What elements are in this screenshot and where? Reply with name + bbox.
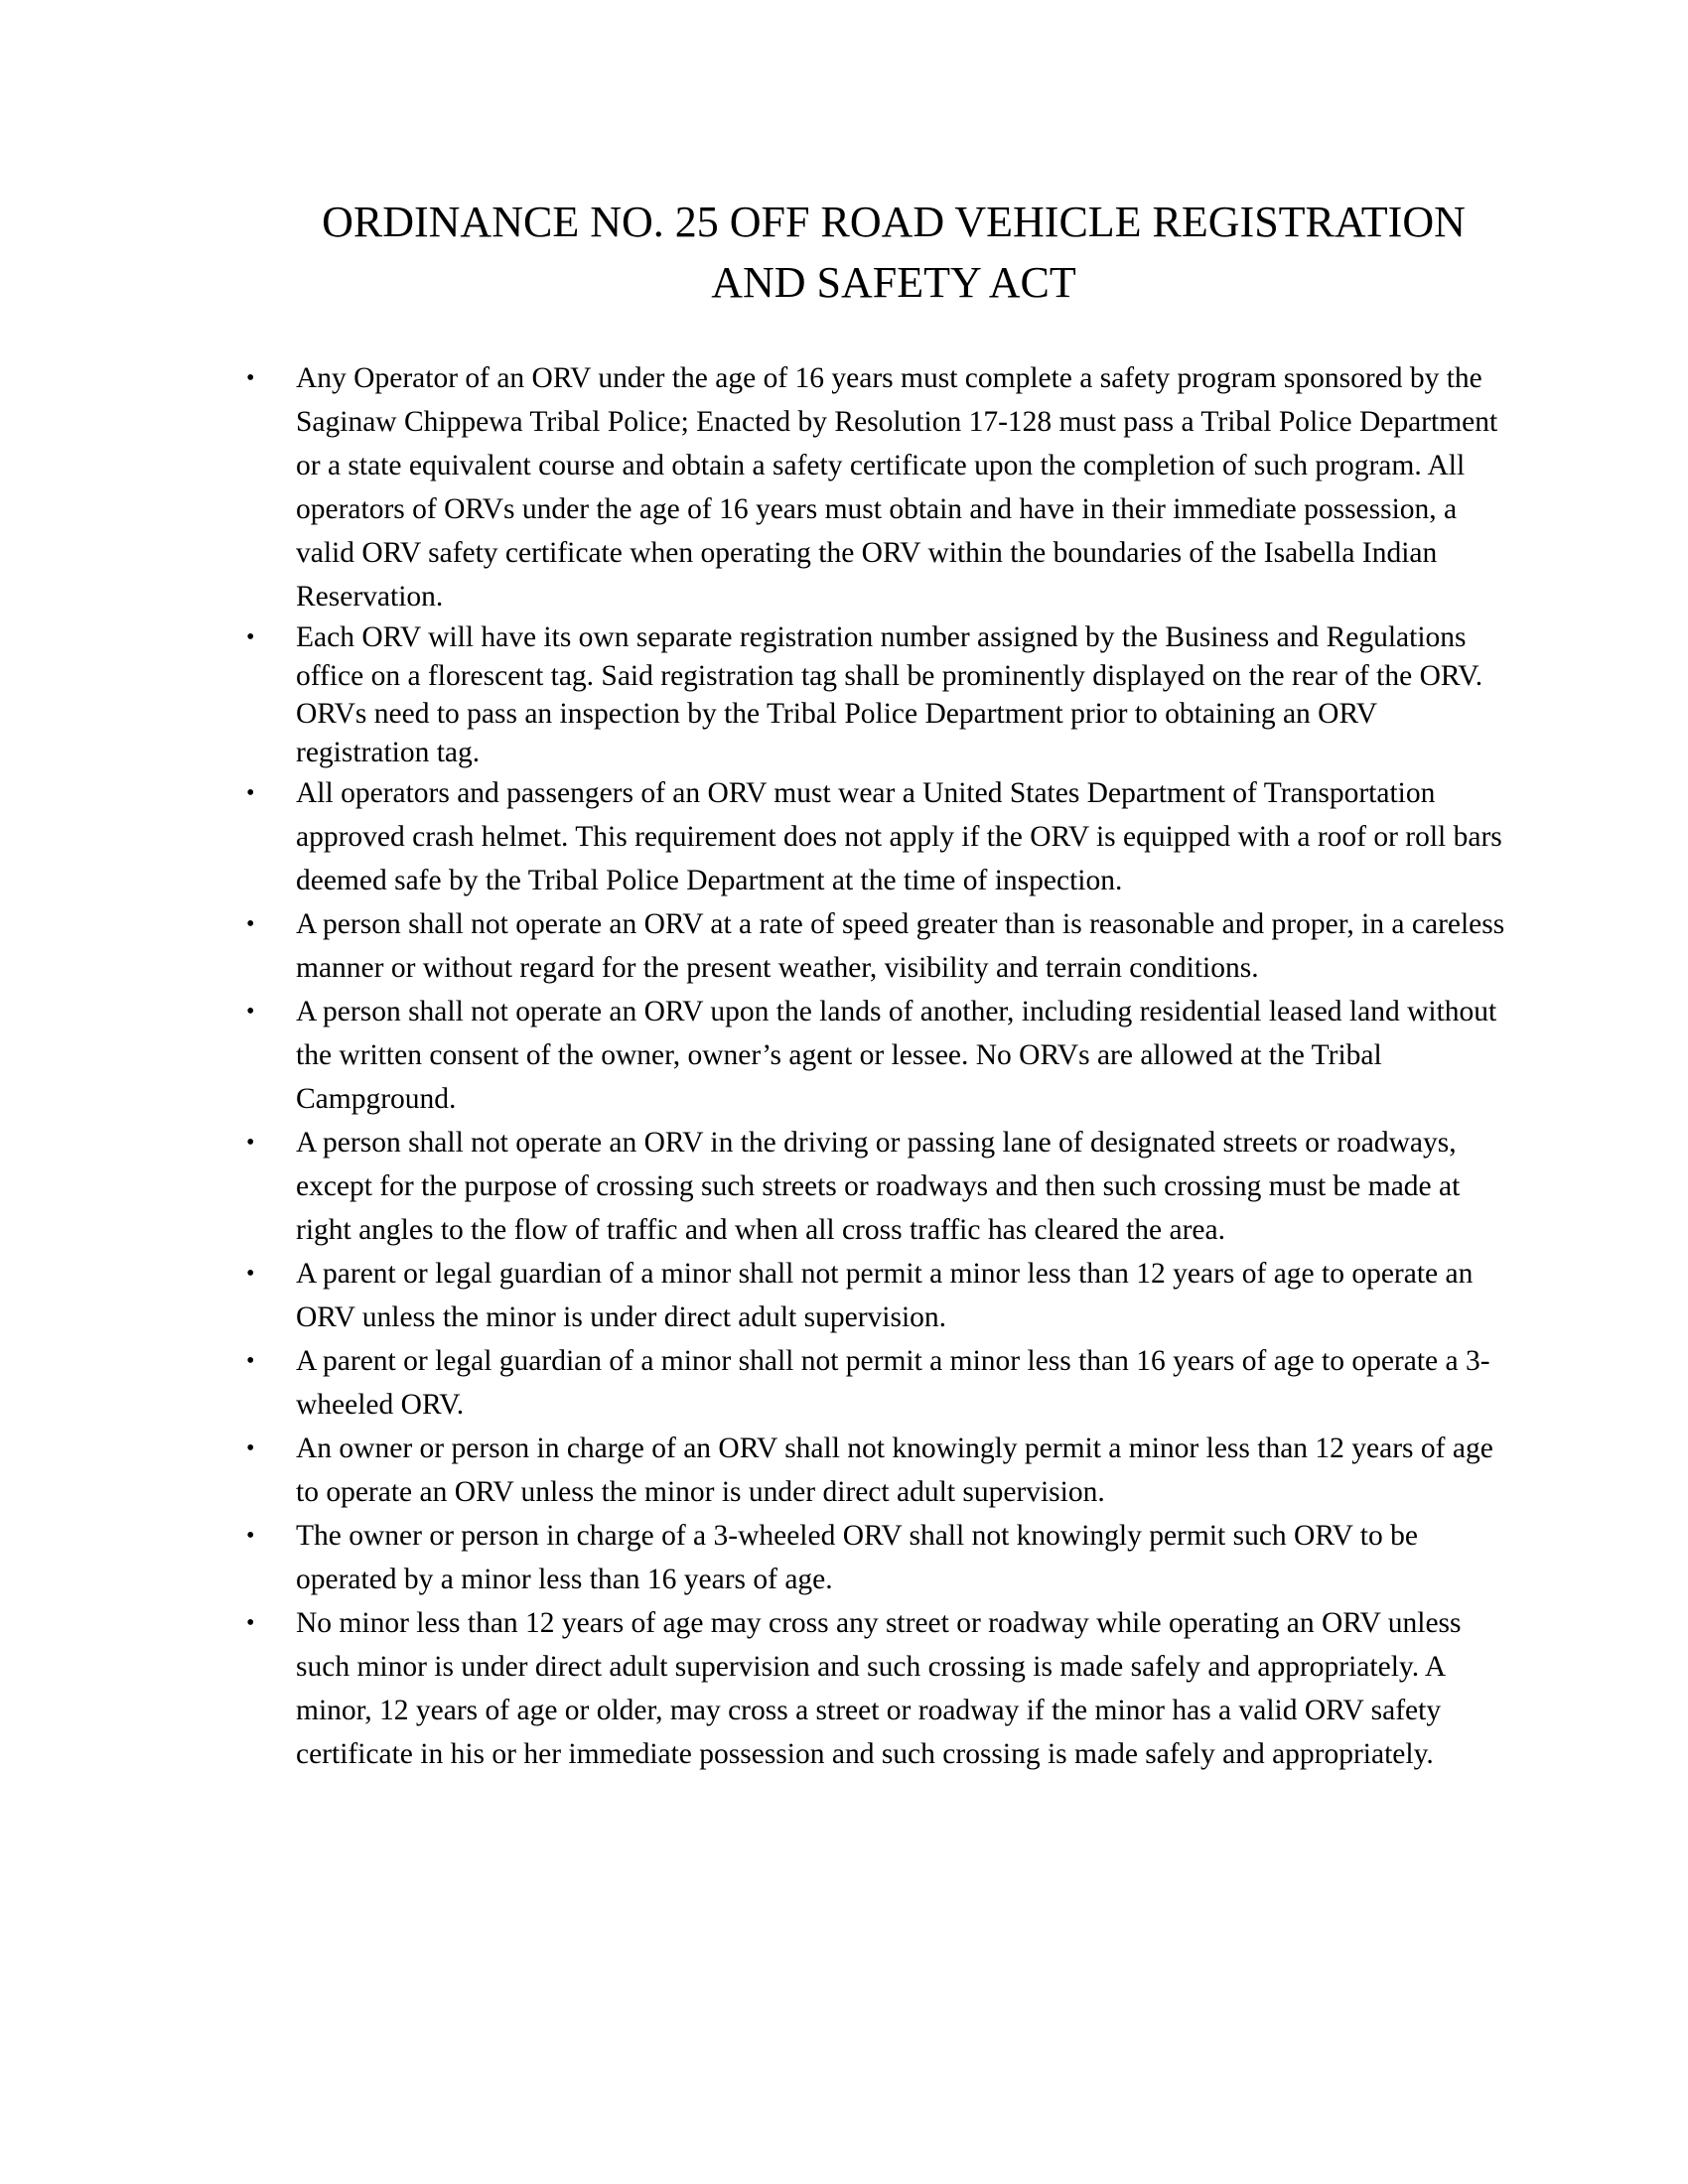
bullet-icon: •: [246, 1435, 255, 1461]
rule-text: A person shall not operate an ORV at a rate of speed greater than is reasonable and proper, in a careless manner or without regard for the present weather, visibility and terrain conditions.: [296, 908, 1505, 984]
list-item: [238, 1339, 1509, 1427]
title-line-2: AND SAFETY ACT: [711, 258, 1076, 307]
bullet-icon: •: [246, 780, 255, 806]
rule-text: A person shall not operate an ORV in the driving or passing lane of designated streets or roadways, except for the purpose of crossing such streets or roadways and then such crossing must be made at right angles to the flow of traffic and when all cross traffic has cleared the area.: [296, 1127, 1461, 1246]
bullet-icon: •: [246, 365, 255, 391]
list-item: [238, 902, 1509, 990]
list-item: [238, 1121, 1509, 1252]
list-item: [238, 618, 1509, 771]
bullet-icon: •: [246, 999, 255, 1024]
bullet-icon: •: [246, 911, 255, 937]
list-item: [238, 1601, 1509, 1776]
title-line-1: ORDINANCE NO. 25 OFF ROAD VEHICLE REGISTRATION: [322, 198, 1466, 246]
list-item: [238, 1427, 1509, 1514]
rule-text: All operators and passengers of an ORV must wear a United States Department of Transportation approved crash helmet. This requirement does not apply if the ORV is equipped with a roof or roll bars deemed safe by the Tribal Police Department at the time of inspection.: [296, 777, 1502, 896]
bullet-icon: •: [246, 1610, 255, 1636]
rule-text: A parent or legal guardian of a minor shall not permit a minor less than 12 years of age to operate an ORV unless the minor is under direct adult supervision.: [296, 1258, 1474, 1333]
rule-text: A parent or legal guardian of a minor shall not permit a minor less than 16 years of age to operate a 3-wheeled ORV.: [296, 1345, 1490, 1421]
bullet-icon: •: [246, 1261, 255, 1287]
list-item: [238, 771, 1509, 902]
bullet-icon: •: [246, 1523, 255, 1549]
list-item: [238, 356, 1509, 618]
list-item: [238, 1514, 1509, 1601]
rule-text: A person shall not operate an ORV upon the lands of another, including residential leased land without the written consent of the owner, owner’s agent or lessee. No ORVs are allowed at the Tribal Campground.: [296, 996, 1497, 1115]
list-item: [238, 990, 1509, 1121]
bullet-icon: •: [246, 624, 255, 650]
bullet-icon: •: [246, 1348, 255, 1374]
bullet-icon: •: [246, 1130, 255, 1156]
ordinance-rules-list: [238, 356, 1509, 1776]
list-item: [238, 1252, 1509, 1339]
document-title: [248, 192, 1539, 313]
rule-text: Each ORV will have its own separate registration number assigned by the Business and Regulations office on a florescent tag. Said registration tag shall be prominently displayed on the rear of the ORV. ORVs need to pass an inspection by the Tribal Police Department prior to obtaining an ORV registration tag.: [296, 621, 1483, 768]
rule-text: No minor less than 12 years of age may cross any street or roadway while operating an ORV unless such minor is under direct adult supervision and such crossing is made safely and appropriately. A minor, 12 years of age or older, may cross a street or roadway if the minor has a valid ORV safety certificate in his or her immediate possession and such crossing is made safely and appropriately.: [296, 1607, 1462, 1770]
rule-text: The owner or person in charge of a 3-wheeled ORV shall not knowingly permit such ORV to be operated by a minor less than 16 years of age.: [296, 1520, 1418, 1595]
rule-text: Any Operator of an ORV under the age of 16 years must complete a safety program sponsored by the Saginaw Chippewa Tribal Police; Enacted by Resolution 17-128 must pass a Tribal Police Department or a state equivalent course and obtain a safety certificate upon the completion of such program. All operators of ORVs under the age of 16 years must obtain and have in their immediate possession, a valid ORV safety certificate when operating the ORV within the boundaries of the Isabella Indian Reservation.: [296, 362, 1498, 613]
rule-text: An owner or person in charge of an ORV shall not knowingly permit a minor less than 12 years of age to operate an ORV unless the minor is under direct adult supervision.: [296, 1433, 1493, 1508]
